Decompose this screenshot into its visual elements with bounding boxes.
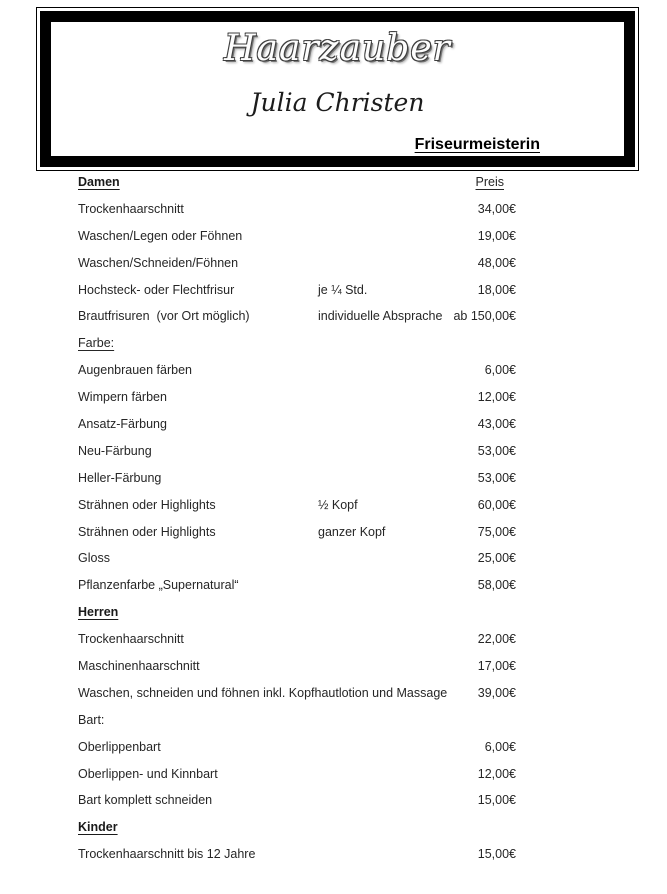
price-row — [78, 792, 516, 819]
service-price: 58,00€ — [477, 578, 516, 593]
service-price: 6,00€ — [484, 739, 516, 754]
price-row — [78, 577, 516, 604]
section-header-row — [78, 335, 516, 362]
section-title-herren: Herren — [78, 605, 119, 620]
price-row — [78, 766, 516, 793]
service-name: Waschen/Legen oder Föhnen — [78, 228, 243, 243]
service-name: Strähnen oder Highlights — [78, 524, 216, 539]
service-name: Brautfrisuren (vor Ort möglich) — [78, 309, 250, 324]
service-detail: ½ Kopf — [318, 497, 358, 512]
service-detail: je ¼ Std. — [318, 282, 368, 297]
service-name: Heller-Färbung — [78, 470, 162, 485]
section-title-damen: Damen — [78, 175, 120, 189]
service-price: 15,00€ — [477, 847, 516, 862]
service-name: Waschen, schneiden und föhnen inkl. Kopfhautlotion und Massage — [78, 685, 448, 700]
service-price: 48,00€ — [477, 255, 516, 270]
price-column-header: Preis — [475, 175, 504, 189]
price-row — [78, 658, 516, 685]
owner-name: Julia Christen — [250, 88, 425, 117]
service-name: Ansatz-Färbung — [78, 417, 167, 432]
price-row — [78, 201, 516, 228]
service-price: 34,00€ — [477, 201, 516, 216]
service-name: Gloss — [78, 551, 110, 566]
price-table — [78, 174, 516, 873]
service-price: 6,00€ — [484, 363, 516, 378]
service-price: 15,00€ — [477, 793, 516, 808]
service-price: 60,00€ — [477, 497, 516, 512]
price-row — [78, 846, 516, 873]
price-row — [78, 416, 516, 443]
service-detail: ganzer Kopf — [318, 524, 386, 539]
service-name: Trockenhaarschnitt bis 12 Jahre — [78, 847, 256, 862]
header-box — [36, 7, 639, 171]
service-name: Wimpern färben — [78, 390, 167, 405]
price-row — [78, 470, 516, 497]
service-name: Bart komplett schneiden — [78, 793, 213, 808]
credential-title: Friseurmeisterin — [414, 136, 540, 153]
service-price: 25,00€ — [477, 551, 516, 566]
service-price: 53,00€ — [477, 443, 516, 458]
price-row — [78, 739, 516, 766]
price-row — [78, 389, 516, 416]
price-row — [78, 228, 516, 255]
service-name: Trockenhaarschnitt — [78, 632, 184, 647]
salon-name: Haarzauber — [224, 28, 451, 69]
service-name: Hochsteck- oder Flechtfrisur — [78, 282, 235, 297]
section-title-farbe: Farbe: — [78, 336, 115, 351]
price-row — [78, 524, 516, 551]
service-name: Trockenhaarschnitt — [78, 201, 184, 216]
service-price: 19,00€ — [477, 228, 516, 243]
header-box-inner-border — [40, 11, 635, 167]
service-name: Strähnen oder Highlights — [78, 497, 216, 512]
service-name: Augenbrauen färben — [78, 363, 192, 378]
price-row — [78, 362, 516, 389]
column-header-row — [78, 174, 516, 201]
service-price: 43,00€ — [477, 417, 516, 432]
service-price: 18,00€ — [477, 282, 516, 297]
price-row — [78, 282, 516, 309]
price-row — [78, 443, 516, 470]
section-title-bart: Bart: — [78, 712, 105, 727]
price-row — [78, 685, 516, 712]
service-name: Oberlippenbart — [78, 739, 161, 754]
service-price: 17,00€ — [477, 659, 516, 674]
price-row — [78, 550, 516, 577]
service-name: Neu-Färbung — [78, 443, 152, 458]
section-header-row — [78, 712, 516, 739]
service-name: Oberlippen- und Kinnbart — [78, 766, 218, 781]
service-price: ab 150,00€ — [453, 309, 516, 324]
section-header-row — [78, 819, 516, 846]
price-row — [78, 255, 516, 282]
service-price: 12,00€ — [477, 766, 516, 781]
section-header-row — [78, 604, 516, 631]
price-row — [78, 631, 516, 658]
service-price: 39,00€ — [477, 685, 516, 700]
service-detail: individuelle Absprache — [318, 309, 443, 324]
service-price: 75,00€ — [477, 524, 516, 539]
service-price: 12,00€ — [477, 390, 516, 405]
service-name: Waschen/Schneiden/Föhnen — [78, 255, 239, 270]
service-name: Pflanzenfarbe „Supernatural“ — [78, 578, 239, 593]
price-row — [78, 497, 516, 524]
service-price: 53,00€ — [477, 470, 516, 485]
service-name: Maschinenhaarschnitt — [78, 659, 200, 674]
price-row — [78, 308, 516, 335]
service-price: 22,00€ — [477, 632, 516, 647]
section-title-kinder: Kinder — [78, 820, 118, 835]
